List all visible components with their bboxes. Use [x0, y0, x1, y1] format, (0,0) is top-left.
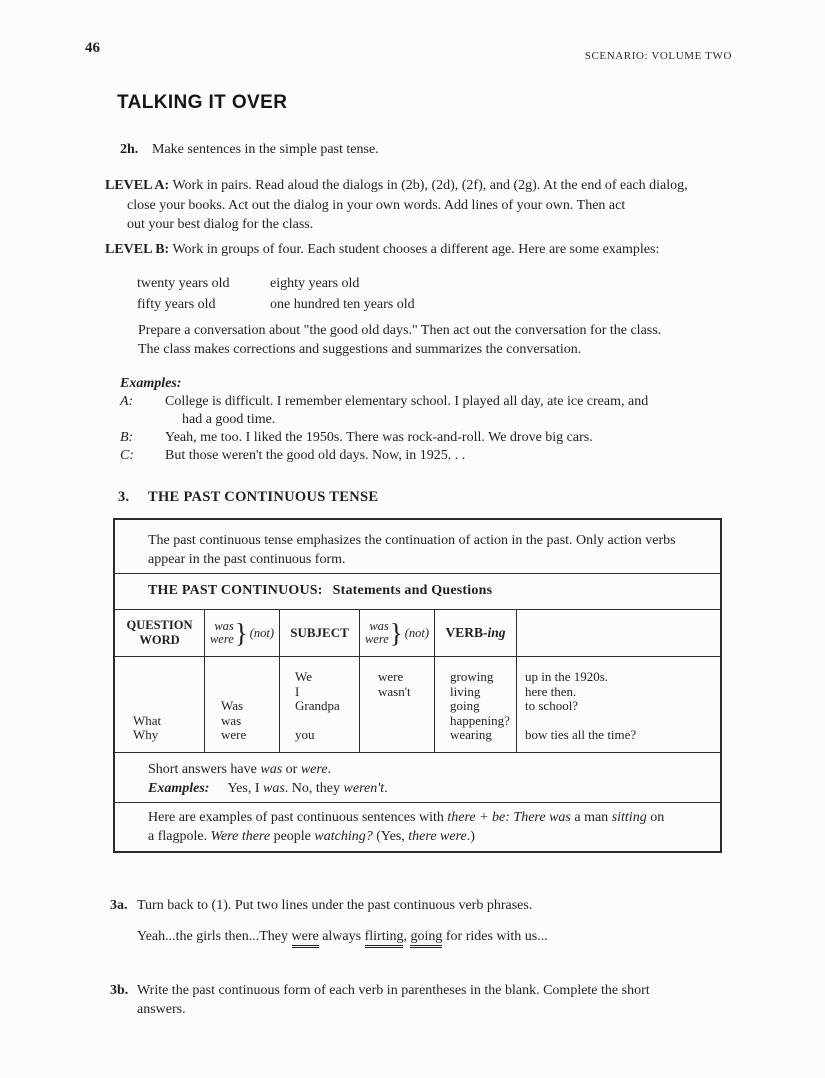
double-underlined-word: going	[410, 929, 442, 948]
column-subject: We I Grandpa you	[280, 657, 360, 752]
column-complement: up in the 1920s. here then. to school? bow ties all the time?	[525, 669, 637, 743]
page-number: 46	[85, 40, 100, 56]
section-3-heading	[118, 489, 378, 506]
speaker-label: C:	[120, 448, 134, 463]
column-verb-ing: growing living going happening? wearing	[435, 657, 517, 752]
level-b-paragraph: LEVEL B: Work in groups of four. Each student chooses a different age. Here are some examples:	[105, 242, 660, 257]
grammar-table-title: THE PAST CONTINUOUS: Statements and Questions	[115, 574, 720, 610]
level-b-label: LEVEL B:	[105, 242, 170, 257]
level-a-label: LEVEL A:	[105, 178, 170, 193]
exercise-3b: 3b. Write the past continuous form of each verb in parentheses in the blank. Complete the short answers.	[110, 983, 650, 1017]
exercise-2h-text: Make sentences in the simple past tense.	[152, 142, 379, 157]
list-item: one hundred ten years old	[270, 297, 415, 312]
col-header-subject: SUBJECT	[280, 610, 360, 657]
exercise-3a-number: 3a.	[110, 898, 128, 913]
exercise-3b-number: 3b.	[110, 983, 129, 998]
dialog-c: C: But those weren't the good old days. Now, in 1925. . .	[120, 448, 466, 463]
col-header-verb-ing: VERB-ing	[435, 610, 517, 657]
examples-label: Examples:	[120, 376, 182, 391]
double-underlined-word: were	[292, 929, 319, 948]
short-answers-note: Short answers have was or were. Examples: Yes, I was. No, they weren't.	[115, 753, 720, 803]
dialog-a: A: College is difficult. I remember elementary school. I played all day, ate ice cream, and had a good time.	[120, 394, 649, 427]
section-3-number: 3.	[118, 489, 130, 505]
there-be-note: Here are examples of past continuous sentences with there + be: There was a man sitting on a flagpole. Were there people watching? (Yes, there were.)	[148, 810, 665, 844]
exercise-3a-example: Yeah...the girls then...They were always flirting, going for rides with us...	[137, 929, 548, 945]
list-item: twenty years old	[137, 276, 230, 291]
grammar-example-grid	[115, 610, 720, 753]
col-header-aux-2: was were } (not)	[360, 610, 435, 657]
exercise-2h	[120, 140, 379, 159]
column-aux-1: Was was were	[205, 657, 280, 752]
column-question-word: What Why	[115, 657, 205, 752]
speaker-label: B:	[120, 430, 134, 445]
double-underlined-word: flirting	[365, 929, 404, 948]
ages-list	[137, 273, 415, 315]
level-a-paragraph: LEVEL A: Work in pairs. Read aloud the dialogs in (2b), (2d), (2f), and (2g). At the end of each dialog, close your books. Act out the dialog in your own words. Add lines of your own. Then act out your best dialog for the class.	[105, 178, 688, 232]
col-header-empty	[517, 610, 720, 657]
exercise-2h-number: 2h.	[120, 142, 139, 157]
section-3-title: THE PAST CONTINUOUS TENSE	[148, 489, 379, 505]
example-dialogs	[120, 375, 648, 465]
page-header	[85, 40, 732, 62]
list-item: eighty years old	[270, 276, 360, 291]
column-aux-2: were wasn't	[360, 657, 435, 752]
running-header: SCENARIO: VOLUME TWO	[584, 50, 732, 62]
grammar-intro: The past continuous tense emphasizes the continuation of action in the past. Only action verbs appear in the past continuous form.	[115, 520, 720, 574]
exercise-3a	[110, 896, 532, 915]
prepare-paragraph: Prepare a conversation about "the good old days." Then act out the conversation for the class. The class makes corrections and suggestions and summarizes the conversation.	[138, 323, 662, 357]
col-header-question-word: QUESTION WORD	[115, 610, 205, 657]
list-item: fifty years old	[137, 297, 216, 312]
dialog-b: B: Yeah, me too. I liked the 1950s. There was rock-and-roll. We drove big cars.	[120, 430, 593, 445]
exercise-3a-text: Turn back to (1). Put two lines under the past continuous verb phrases.	[137, 898, 533, 913]
speaker-label: A:	[120, 394, 134, 409]
heading-talking-it-over: TALKING IT OVER	[117, 92, 288, 113]
brace-glyph: }	[234, 617, 248, 648]
brace-glyph: }	[389, 617, 403, 648]
short-answers-examples-label: Examples:	[148, 781, 210, 796]
grammar-box	[113, 518, 722, 853]
col-header-aux-1: was were } (not)	[205, 610, 280, 657]
